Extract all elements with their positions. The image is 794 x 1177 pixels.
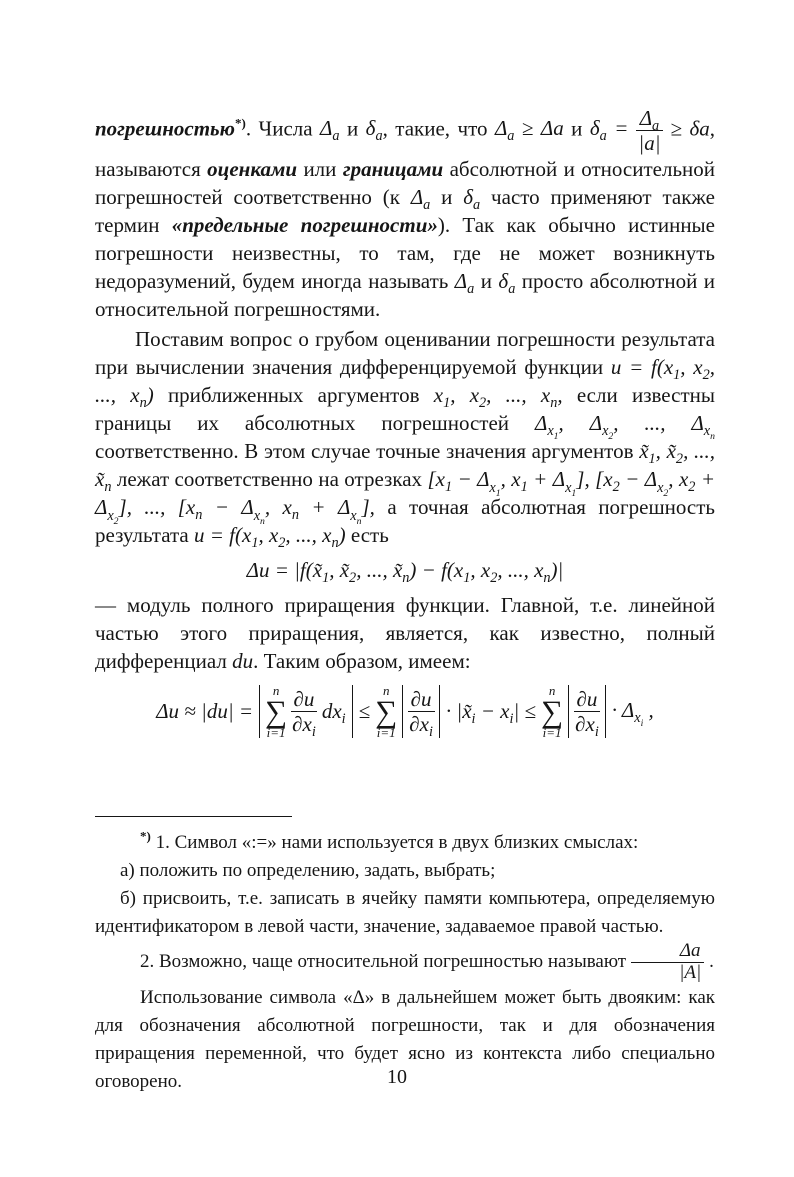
text-run: просто абсолютной и относительной погрешностями. xyxy=(95,269,715,322)
footnote-block xyxy=(95,816,715,1096)
text-run: — модуль полного приращения функции. Главной, т.е. линейной частью этого приращения, является, как известно, полный дифференциал xyxy=(95,592,715,673)
math-run: $\delta_a$ xyxy=(365,116,383,145)
text-run: , называются xyxy=(95,116,715,182)
sum-sigma-icon: ∑ xyxy=(265,693,288,729)
math-run: [$x_1 - \Delta_{x_1}$, $x_1 + \Delta_{x_1}$], [$x_2 - \Delta_{x_2}$, $x_2 + \Delta_{x_2}$], ..., [$x_n - \Delta_{x_n}$, $x_n + \Delta_{x_n}$], xyxy=(95,467,715,527)
sum-operator-block xyxy=(375,684,397,739)
page-number: 10 xyxy=(387,1066,407,1088)
text-run: 1. Символ «:=» нами используется в двух близких смыслах: xyxy=(150,832,639,853)
paragraph-differential xyxy=(95,591,715,675)
text-run-bold-italic: «предельные погрешности» xyxy=(171,213,438,238)
footnote-marker: *) xyxy=(140,828,151,844)
fraction-denominator: $\partial x_i$ xyxy=(409,711,433,740)
vertical-bar xyxy=(402,685,403,738)
display-equation-error-estimate xyxy=(95,684,715,739)
math-run: $\delta_a$ = xyxy=(589,116,629,145)
text-run: Использование символа «Δ» в дальнейшем может быть двояким: как для обозначения абсолютной погрешности, так и для обозначения приращения переменной, что будет ясно из контекста либо специально оговорено. xyxy=(95,986,715,1092)
sum-sigma-icon: ∑ xyxy=(375,693,398,729)
text-run: , такие, что xyxy=(382,116,495,141)
equation-text: $\Delta u = |f(x̃_1$, $x̃_2$, ..., $x̃_n) - f(x_1$, $x_2$, ..., $x_n)|$ xyxy=(246,558,564,587)
text-run: ). Так как обычно истинные погрешности неизвестны, то там, где не может возникнуть недоразумений, будем иногда называть xyxy=(95,213,715,294)
sum-lower-limit: i=1 xyxy=(266,725,286,740)
sum-sigma-icon: ∑ xyxy=(541,693,564,729)
math-run: $\delta_a$ xyxy=(463,185,481,214)
text-run: часто применяют также термин xyxy=(95,185,715,238)
sum-upper-limit: n xyxy=(272,682,280,698)
text-run-bold-italic: границами xyxy=(342,157,444,182)
text-run: Поставим вопрос о грубом оценивании погрешности результата при вычислении значения дифференцируемой функции xyxy=(95,327,715,380)
vertical-bar xyxy=(605,685,606,738)
text-run: и xyxy=(430,185,464,210)
math-run: $x_1$, $x_2$, ..., $x_n$, xyxy=(433,383,563,412)
fraction-denominator: |A| xyxy=(679,961,702,983)
text-run: соответственно. В этом случае точные значения аргументов xyxy=(95,439,640,464)
text-run: и xyxy=(339,116,366,141)
text-run-bold-italic: погрешностью xyxy=(95,116,235,141)
text-run: и xyxy=(474,269,499,294)
math-run: $x̃_1$, $x̃_2$, ..., $x̃_n$ xyxy=(95,439,716,496)
display-equation-total-increment xyxy=(95,558,715,587)
text-run: . Таким образом, имеем: xyxy=(253,648,471,673)
sum-lower-limit: i=1 xyxy=(376,725,396,740)
math-run: $u = f(x_1$, $x_2$, ..., $x_n$) xyxy=(95,355,716,412)
fraction-numerator: $\Delta_a$ xyxy=(636,106,663,131)
math-run: $\Delta_a$ xyxy=(410,185,431,214)
vertical-bar xyxy=(259,685,260,738)
paragraph-problem-statement xyxy=(95,325,716,552)
equation-term: · $\Delta_{x_i}$ , xyxy=(611,698,654,730)
equation-lhs: Δu ≈ |du| = xyxy=(156,698,254,723)
text-run: . Числа xyxy=(245,116,321,141)
footnote-item-2 xyxy=(95,941,715,984)
vertical-bar xyxy=(439,685,440,738)
sum-lower-limit: i=1 xyxy=(542,725,562,740)
text-run: 2. Возможно, чаще относительной погрешностью называют xyxy=(140,950,627,972)
fraction-denominator: |a| xyxy=(638,131,661,156)
fraction-numerator: ∂u xyxy=(574,687,601,712)
text-run: или xyxy=(297,157,343,182)
vertical-bar xyxy=(568,685,569,738)
text-run: лежат соответственно на отрезках xyxy=(111,467,428,492)
sum-upper-limit: n xyxy=(548,682,556,698)
text-run: приближенных аргументов xyxy=(153,383,434,408)
footnote-item-1 xyxy=(95,829,715,857)
math-run: $u = f(x_1$, $x_2$, ..., $x_n$) xyxy=(193,523,346,552)
fraction-numerator: Δa xyxy=(631,941,705,963)
text-run: б) присвоить, т.е. записать в ячейку памяти компьютера, определяемую идентификатором в левой части, значение, задаваемое правой частью. xyxy=(95,888,715,937)
partial-derivative-fraction xyxy=(572,686,602,740)
text-run: если известны границы их абсолютных погрешностей xyxy=(95,383,715,436)
math-run: $\Delta_a$ xyxy=(454,269,475,298)
inline-fraction xyxy=(634,106,664,155)
sum-operator-block xyxy=(541,684,563,739)
math-run: ≥ δa xyxy=(670,116,710,141)
fraction-numerator: ∂u xyxy=(291,687,318,712)
math-run: du xyxy=(232,648,254,673)
fraction-denominator: $\partial x_i$ xyxy=(575,711,599,740)
less-equal-sign: ≤ xyxy=(358,698,371,723)
text-run: абсолютной и относительной погрешностей соответственно (к xyxy=(95,157,715,210)
partial-derivative-fraction xyxy=(289,686,319,740)
math-run: $\Delta_{x_1}$, $\Delta_{x_2}$, ..., $\Delta_{x_n}$ xyxy=(535,411,715,443)
footnote-rule xyxy=(95,816,292,817)
partial-derivative-fraction xyxy=(406,686,436,740)
footnote-marker: *) xyxy=(235,115,246,131)
paragraph-error-bounds xyxy=(95,106,715,323)
equation-term: $dx_i$ xyxy=(321,698,346,727)
fraction-denominator: $\partial x_i$ xyxy=(292,711,316,740)
text-run: . xyxy=(709,950,714,972)
footnote-item-a xyxy=(95,857,715,885)
sum-upper-limit: n xyxy=(382,682,390,698)
equation-term: · $|x̃_i - x_i|$ ≤ xyxy=(445,698,537,727)
inline-fraction xyxy=(630,941,705,984)
text-run-bold-italic: оценками xyxy=(207,157,298,182)
text-run: а точная абсолютная погрешность результата xyxy=(95,495,715,548)
footnote-item-b xyxy=(95,885,715,941)
fraction-numerator: ∂u xyxy=(408,687,435,712)
main-text-block xyxy=(95,106,715,746)
text-run: и xyxy=(563,116,590,141)
math-run: $\delta_a$ xyxy=(498,269,516,298)
math-run: $\Delta_a \ge \Delta a$ xyxy=(494,116,564,145)
vertical-bar xyxy=(352,685,353,738)
text-run: есть xyxy=(345,523,389,548)
text-run: а) положить по определению, задать, выбрать; xyxy=(120,860,496,881)
math-run: $\Delta_a$ xyxy=(320,116,340,145)
sum-operator-block xyxy=(265,684,287,739)
